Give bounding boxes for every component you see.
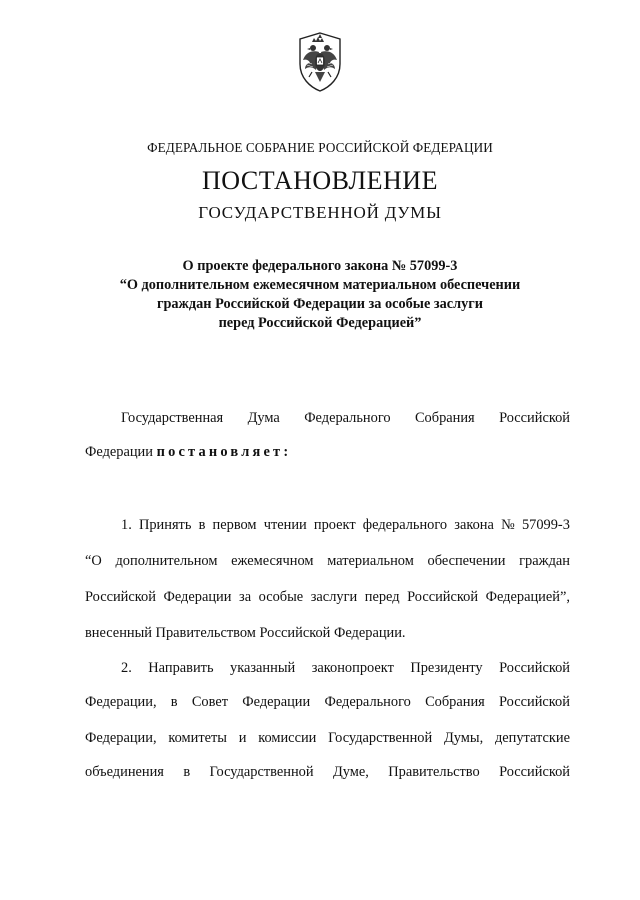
subject-line: перед Российской Федерацией” [218, 315, 422, 331]
word: Дума [247, 410, 280, 426]
document-subject [0, 257, 640, 333]
word: Государственной [209, 764, 314, 780]
word: Российской [499, 694, 570, 710]
word: Собрания [414, 410, 475, 426]
word: объединения [85, 764, 164, 780]
item-1 [85, 517, 570, 647]
word: депутатские [494, 730, 570, 746]
word: комитеты [168, 730, 227, 746]
word: перед [364, 589, 400, 605]
word: проект [313, 517, 356, 533]
word: № [501, 517, 515, 533]
subject-line: “О дополнительном ежемесячном материальном обеспечении [119, 277, 521, 293]
word: Федерального [304, 410, 391, 426]
word: законопроект [311, 660, 394, 676]
paragraph-line [85, 553, 570, 570]
word: Президенту [410, 660, 483, 676]
word: в [198, 517, 206, 533]
word: 57099-3 [521, 517, 570, 533]
word: особые [258, 589, 304, 605]
preamble [85, 410, 570, 460]
word: Российской [499, 410, 570, 426]
word: Правительство [388, 764, 480, 780]
coat-of-arms-icon [288, 30, 352, 94]
word: и [238, 730, 247, 746]
organization-name: ФЕДЕРАЛЬНОЕ СОБРАНИЕ РОССИЙСКОЙ ФЕДЕРАЦИИ [147, 140, 493, 155]
word: материальном [327, 553, 414, 569]
document-issuer: ГОСУДАРСТВЕННОЙ ДУМЫ [198, 203, 442, 222]
paragraph-line: внесенный Правительством Российской Федерации. [85, 625, 406, 641]
word: Федерации, [85, 694, 157, 710]
word: Принять [138, 517, 192, 533]
word: за [239, 589, 252, 605]
word: дополнительном [115, 553, 218, 569]
preamble-action: постановляет: [156, 444, 292, 460]
word: ежемесячном [231, 553, 314, 569]
item-2 [85, 660, 570, 810]
word: в [183, 764, 191, 780]
word: заслуги [310, 589, 358, 605]
word: первом [212, 517, 257, 533]
word: Государственной [328, 730, 433, 746]
word: обеспечении [427, 553, 506, 569]
word: Российской [85, 589, 156, 605]
word: чтении [263, 517, 307, 533]
word: Думы, [443, 730, 484, 746]
word: Собрания [425, 694, 485, 710]
word: Российской [407, 589, 479, 605]
word: закона [454, 517, 494, 533]
paragraph-line [85, 694, 570, 711]
subject-line: О проекте федерального закона № 57099-3 [182, 258, 458, 274]
word: Федерации, [85, 730, 157, 746]
word: Федерации [242, 694, 311, 710]
word: в [170, 694, 178, 710]
word: федерального [362, 517, 448, 533]
paragraph-line [85, 730, 570, 747]
word: Направить [148, 660, 214, 676]
word: указанный [230, 660, 296, 676]
document-type: ПОСТАНОВЛЕНИЕ [202, 166, 438, 195]
word: граждан [519, 553, 570, 569]
subject-line: граждан Российской Федерации за особые заслуги [156, 296, 484, 312]
word: Федерации [163, 589, 232, 605]
paragraph-line [85, 517, 570, 534]
preamble-line [85, 410, 570, 427]
word: Государственная [121, 410, 224, 426]
word: Федерального [324, 694, 411, 710]
word: Думе, [332, 764, 369, 780]
preamble-prefix: Федерации [85, 444, 153, 460]
word: Российской [499, 764, 570, 780]
word: “О [85, 553, 102, 569]
word: комиссии [258, 730, 317, 746]
word: 1. [121, 517, 132, 533]
preamble-line [85, 444, 570, 461]
paragraph-line [85, 589, 570, 606]
paragraph-line [85, 764, 570, 781]
word: Российской [499, 660, 570, 676]
word: 2. [121, 660, 132, 676]
word: Совет [191, 694, 229, 710]
paragraph-line [85, 660, 570, 677]
word: Федерацией”, [485, 589, 570, 605]
